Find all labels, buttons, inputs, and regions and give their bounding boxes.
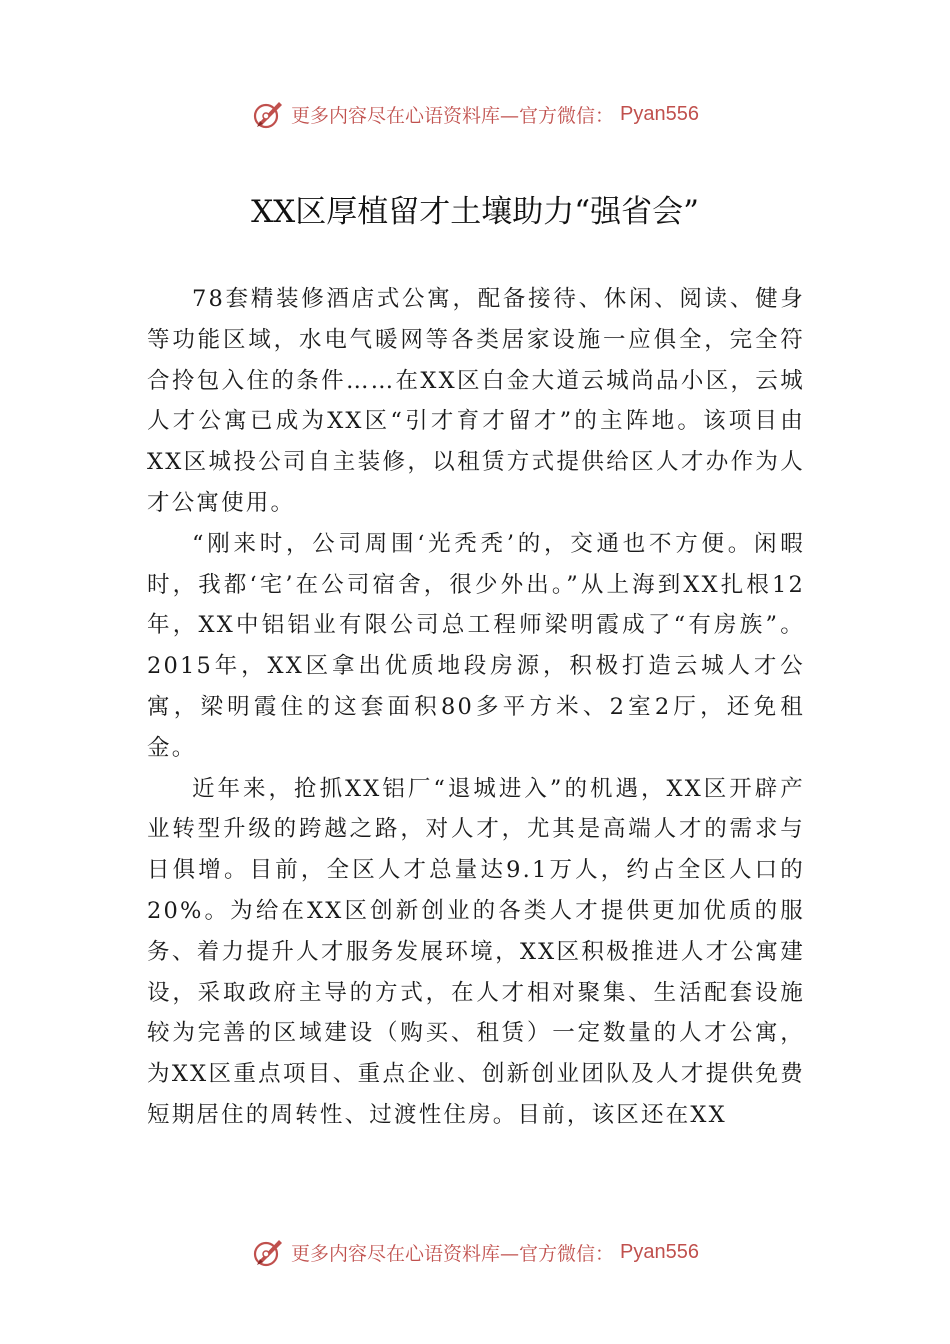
quill-pen-logo-icon bbox=[251, 97, 285, 131]
article-paragraph-3: 近年来，抢抓XX铝厂“退城进⼊”的机遇，XX区开辟产业转型升级的跨越之路，对人才，尤其是高端人才的需求与日俱增。目前，全区人才总量达9.1万人，约占全区人口的20%。为给在XX区创新创业的各类人才提供更加优质的服务、着力提升人才服务发展环境，XX区积极推进人才公寓建设，采取政府主导的方式，在人才相对聚集、生活配套设施较为完善的区域建设（购买、租赁）一定数量的人才公寓，为XX区重点项目、重点企业、创新创业团队及人才提供免费短期居住的周转性、过渡性住房。目前，该区还在XX bbox=[147, 775, 805, 1128]
article-paragraph-1: 78套精装修酒店式公寓，配备接待、休闲、阅读、健身等功能区域，水电气暖网等各类居家设施一应俱全，完全符合拎包入住的条件……在XX区白金大道云城尚品小区，云城人才公寓已成为XX区“引才育才留才”的主阵地。该项目由XX区城投公司自主装修，以租赁方式提供给区人才办作为人才公寓使用。 bbox=[147, 286, 805, 516]
watermark-text: 更多内容尽在心语资料库—官方微信： bbox=[291, 104, 615, 127]
watermark-wechat-id: Pyan556 bbox=[620, 102, 699, 125]
watermark-wechat-id: Pyan556 bbox=[620, 1240, 699, 1263]
article-title: XX区厚植留才土壤助力“强省会” bbox=[251, 194, 699, 230]
watermark-footer bbox=[0, 1234, 950, 1270]
article-body bbox=[147, 279, 805, 1136]
quill-pen-logo-icon bbox=[251, 1235, 285, 1269]
watermark-text: 更多内容尽在心语资料库—官方微信： bbox=[291, 1242, 615, 1265]
article-paragraph-2: “刚来时，公司周围‘光秃秃’的，交通也不方便。闲暇时，我都‘宅’在公司宿舍，很少外出。”从上海到XX扎根12年，XX中铝铝业有限公司总工程师梁明霞成了“有房族”。2015年，XX区拿出优质地段房源，积极打造云城人才公寓，梁明霞住的这套面积80多平方米、2室2厅，还免租金。 bbox=[147, 530, 805, 761]
watermark-header bbox=[0, 96, 950, 132]
